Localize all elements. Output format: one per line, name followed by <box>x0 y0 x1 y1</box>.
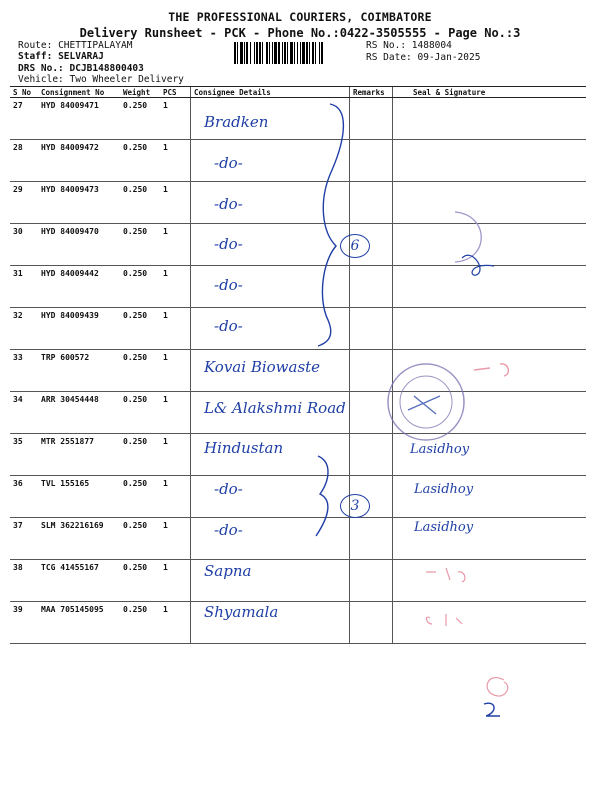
count-circle-1: 6 <box>340 234 370 258</box>
row-pcs: 1 <box>160 392 191 434</box>
rs-no-label: RS No.: <box>366 40 407 51</box>
row-pcs: 1 <box>160 140 191 182</box>
staff-value: SELVARAJ <box>58 51 104 62</box>
row-sno: 36 <box>10 476 38 518</box>
runsheet-title: Delivery Runsheet - PCK - Phone No.:0422-3505555 - Page No.:3 <box>79 26 521 40</box>
blue-scribble-bottom <box>484 703 500 716</box>
row-pcs: 1 <box>160 476 191 518</box>
row-consignment-no: HYD 84009442 <box>38 266 120 308</box>
row-sno: 37 <box>10 518 38 560</box>
signature-scribble-1 <box>462 255 494 275</box>
consignee-handwritten-name: Shyamala <box>204 602 279 621</box>
vehicle-value: Two Wheeler Delivery <box>69 74 184 85</box>
col-consignment: Consignment No <box>38 87 120 98</box>
row-consignment-no: TRP 600572 <box>38 350 120 392</box>
row-sno: 32 <box>10 308 38 350</box>
row-consignment-no: TCG 41455167 <box>38 560 120 602</box>
row-consignment-no: HYD 84009470 <box>38 224 120 266</box>
row-pcs: 1 <box>160 602 191 644</box>
consignee-handwritten-name: Bradken <box>204 113 269 131</box>
row-sno: 35 <box>10 434 38 476</box>
row-weight: 0.250 <box>120 350 160 392</box>
consignee-handwritten-name: -do- <box>214 194 243 213</box>
row-weight: 0.250 <box>120 182 160 224</box>
row-pcs: 1 <box>160 518 191 560</box>
row-consignment-no: MAA 705145095 <box>38 602 120 644</box>
brace-group-1 <box>318 104 343 346</box>
row-consignment-no: MTR 2551877 <box>38 434 120 476</box>
row-weight: 0.250 <box>120 140 160 182</box>
col-seal: Seal & Signature <box>393 87 587 98</box>
col-pcs: PCS <box>160 87 191 98</box>
row-sno: 31 <box>10 266 38 308</box>
row-sno: 39 <box>10 602 38 644</box>
row-weight: 0.250 <box>120 476 160 518</box>
row-weight: 0.250 <box>120 224 160 266</box>
row-pcs: 1 <box>160 434 191 476</box>
row-weight: 0.250 <box>120 266 160 308</box>
vehicle-label: Vehicle: <box>18 74 64 85</box>
row-sno: 30 <box>10 224 38 266</box>
col-weight: Weight <box>120 87 160 98</box>
route-value: CHETTIPALAYAM <box>58 40 133 51</box>
row-sno: 33 <box>10 350 38 392</box>
consignee-handwritten-name: L& Alakshmi Road <box>204 398 346 417</box>
row-sno: 28 <box>10 140 38 182</box>
drs-value: DCJB148800403 <box>69 63 144 74</box>
row-weight: 0.250 <box>120 98 160 140</box>
signature-receiver-1: Lasidhoy <box>410 442 470 457</box>
staff-label: Staff: <box>18 51 53 62</box>
company-name: THE PROFESSIONAL COURIERS, COIMBATORE <box>168 10 432 24</box>
consignee-handwritten-name: -do- <box>214 317 243 335</box>
rs-no-value: 1488004 <box>411 40 452 51</box>
pink-mark-1 <box>474 364 508 376</box>
col-remarks: Remarks <box>350 87 393 98</box>
consignee-handwritten-name: Hindustan <box>204 439 284 458</box>
row-weight: 0.250 <box>120 434 160 476</box>
row-pcs: 1 <box>160 350 191 392</box>
consignee-handwritten-name: -do- <box>214 235 243 254</box>
signature-receiver-2: Lasidhoy <box>414 482 474 497</box>
row-consignment-no: ARR 30454448 <box>38 392 120 434</box>
row-consignment-no: HYD 84009439 <box>38 308 120 350</box>
consignee-handwritten-name: -do- <box>214 153 243 172</box>
rs-date-label: RS Date: <box>366 52 412 63</box>
row-weight: 0.250 <box>120 560 160 602</box>
row-sno: 38 <box>10 560 38 602</box>
row-consignment-no: HYD 84009472 <box>38 140 120 182</box>
partial-seal-stamp <box>455 212 481 262</box>
row-consignment-no: HYD 84009473 <box>38 182 120 224</box>
signature-receiver-3: Lasidhoy <box>414 520 474 535</box>
consignee-handwritten-name: Sapna <box>204 561 252 580</box>
row-pcs: 1 <box>160 560 191 602</box>
pink-mark-3 <box>426 614 462 626</box>
row-pcs: 1 <box>160 98 191 140</box>
row-sno: 27 <box>10 98 38 140</box>
row-sno: 34 <box>10 392 38 434</box>
col-sno: S No <box>10 87 38 98</box>
row-consignment-no: HYD 84009471 <box>38 98 120 140</box>
row-weight: 0.250 <box>120 392 160 434</box>
drs-label: DRS No.: <box>18 63 64 74</box>
col-consignee: Consignee Details <box>191 87 350 98</box>
company-seal-stamp <box>388 364 464 440</box>
row-pcs: 1 <box>160 308 191 350</box>
row-pcs: 1 <box>160 182 191 224</box>
consignee-handwritten-name: -do- <box>214 521 243 539</box>
row-pcs: 1 <box>160 224 191 266</box>
consignee-handwritten-name: -do- <box>214 276 243 295</box>
count-circle-2: 3 <box>340 494 370 518</box>
pink-mark-2 <box>426 568 465 582</box>
pink-mark-4 <box>487 678 508 696</box>
row-sno: 29 <box>10 182 38 224</box>
consignee-handwritten-name: Kovai Biowaste <box>204 357 321 376</box>
consignee-handwritten-name: -do- <box>214 480 243 499</box>
row-consignment-no: TVL 155165 <box>38 476 120 518</box>
brace-group-2 <box>316 456 328 536</box>
row-consignment-no: SLM 362216169 <box>38 518 120 560</box>
route-label: Route: <box>18 40 53 51</box>
rs-date-value: 09-Jan-2025 <box>417 52 481 63</box>
row-pcs: 1 <box>160 266 191 308</box>
row-weight: 0.250 <box>120 518 160 560</box>
row-weight: 0.250 <box>120 308 160 350</box>
row-weight: 0.250 <box>120 602 160 644</box>
